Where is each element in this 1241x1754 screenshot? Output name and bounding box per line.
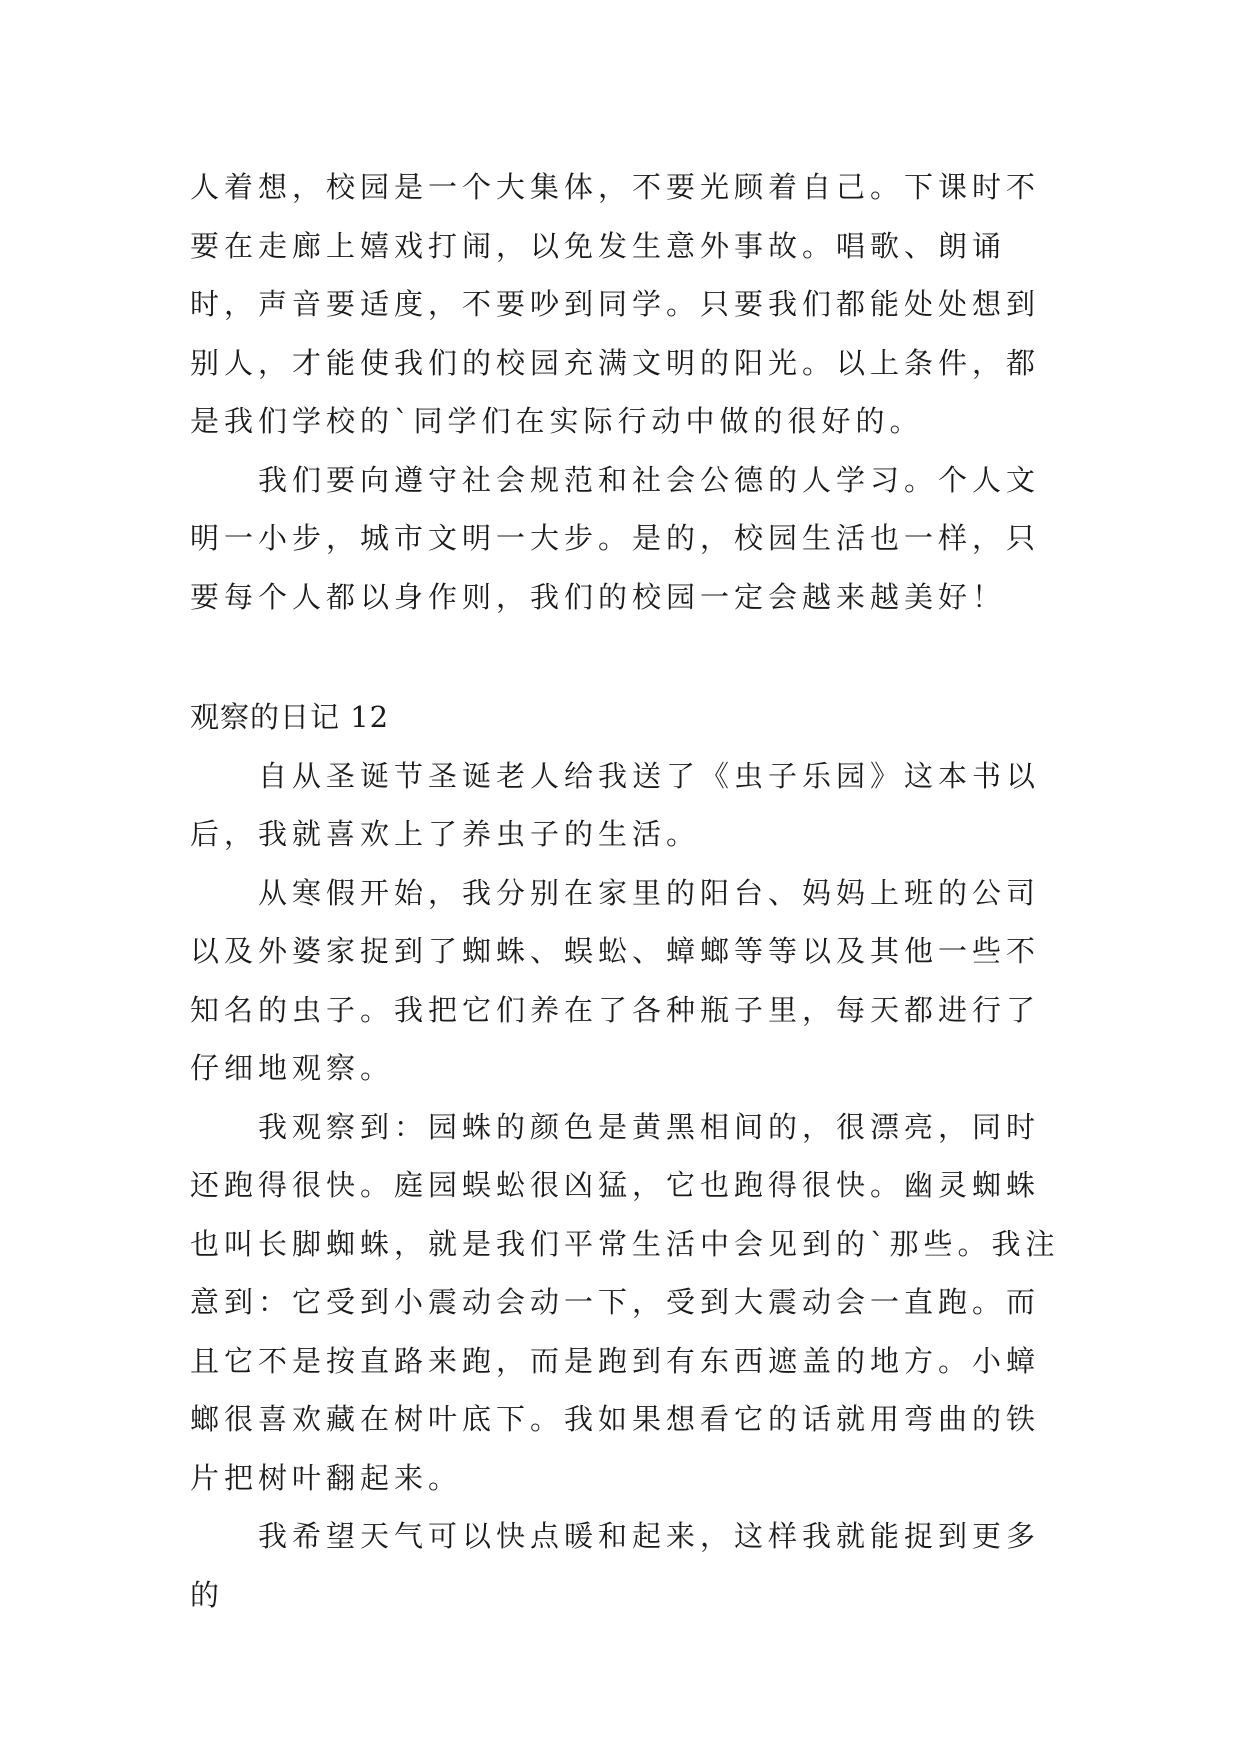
paragraph-observations: 我观察到：园蛛的颜色是黄黑相间的，很漂亮，同时还跑得很快。庭园蜈蚣很凶猛，它也跑得很快。幽灵蜘蛛也叫长脚蜘蛛，就是我们平常生活中会见到的`那些。我注意到：它受到小震动会动一下，受到大震动会一直跑。而且它不是按直路来跑，而是跑到有东西遮盖的地方。小蟑螂很喜欢藏在树叶底下。我如果想看它的话就用弯曲的铁片把树叶翻起来。	[190, 1109, 1060, 1495]
paragraph-intro: 自从圣诞节圣诞老人给我送了《虫子乐园》这本书以后，我就喜欢上了养虫子的生活。	[190, 758, 1041, 851]
paragraph-hope: 我希望天气可以快点暖和起来，这样我就能捉到更多的	[190, 1519, 1041, 1612]
section-title: 观察的日记 12	[190, 700, 390, 734]
section-gap	[190, 626, 1060, 688]
paragraph-continued: 人着想，校园是一个大集体，不要光顾着自己。下课时不要在走廊上嬉戏打闹，以免发生意外事故。唱歌、朗诵时，声音要适度，不要吵到同学。只要我们都能处处想到别人，才能使我们的校园充满文明的阳光。以上条件，都是我们学校的`同学们在实际行动中做的很好的。	[190, 170, 1041, 438]
document-body	[190, 158, 1060, 1624]
paragraph-catching: 从寒假开始，我分别在家里的阳台、妈妈上班的公司以及外婆家捉到了蜘蛛、蜈蚣、蟑螂等等以及其他一些不知名的虫子。我把它们养在了各种瓶子里，每天都进行了仔细地观察。	[190, 875, 1041, 1085]
paragraph-civility: 我们要向遵守社会规范和社会公德的人学习。个人文明一小步，城市文明一大步。是的，校园生活也一样，只要每个人都以身作则，我们的校园一定会越来越美好！	[190, 462, 1041, 614]
